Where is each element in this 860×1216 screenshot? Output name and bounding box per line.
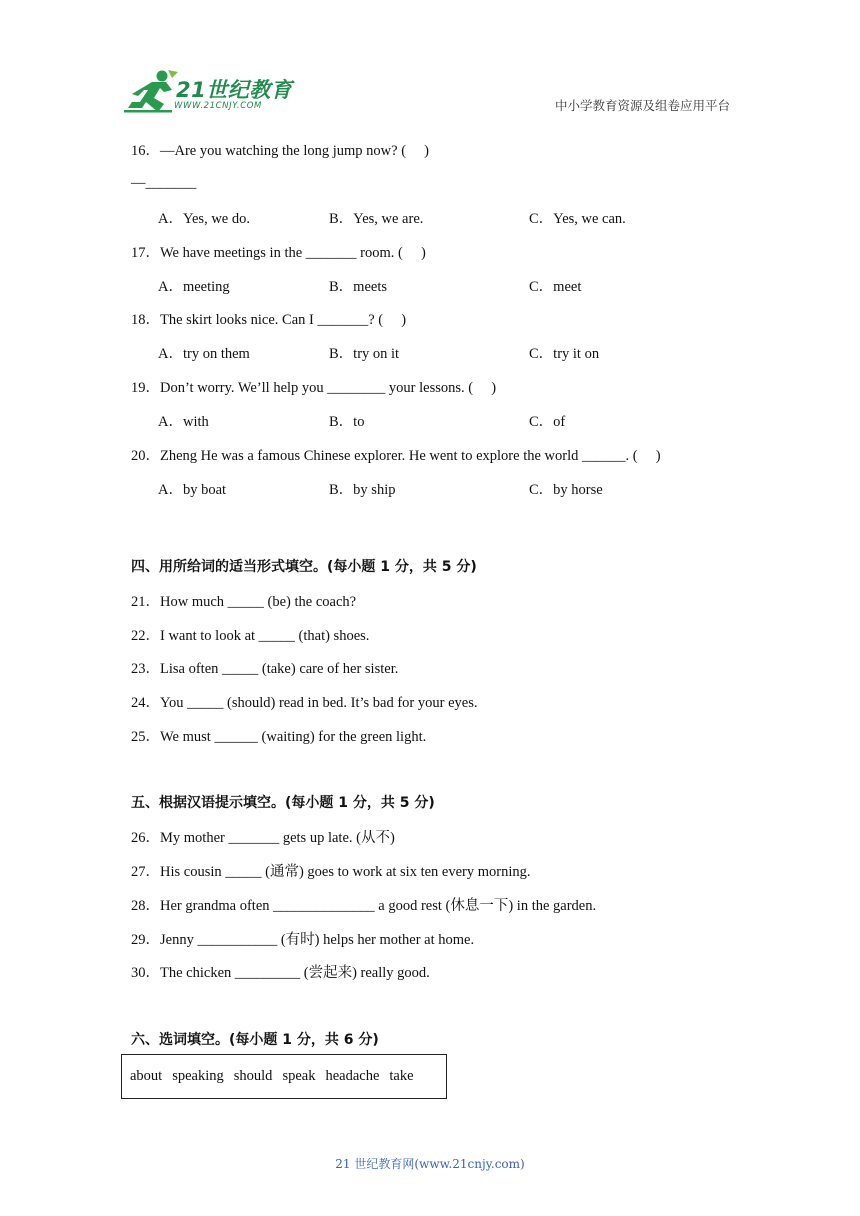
fill-item: 25．We must ______ (waiting) for the green light. — [131, 729, 427, 745]
option-b: B．Yes, we are. — [329, 211, 424, 227]
option-a: A．try on them — [158, 346, 250, 362]
option-b: B．meets — [329, 279, 387, 295]
word-bank-item: take — [389, 1068, 414, 1084]
question-stem: 17．We have meetings in the _______ room. ( ) — [131, 245, 426, 261]
logo-url: WWW.21CNJY.COM — [174, 101, 262, 111]
section-title: 四、用所给词的适当形式填空。(每小题 1 分，共 5 分) — [131, 559, 477, 575]
fill-item: 23．Lisa often _____ (take) care of her sister. — [131, 661, 399, 677]
option-c: C．of — [529, 414, 566, 430]
option-b: B．to — [329, 414, 365, 430]
option-c: C．Yes, we can. — [529, 211, 626, 227]
logo-text: 21世纪教育 — [176, 78, 293, 102]
question-stem: 19．Don’t worry. We’ll help you ________ your lessons. ( ) — [131, 380, 497, 396]
option-a: A．by boat — [158, 482, 227, 498]
section-title: 六、选词填空。(每小题 1 分，共 6 分) — [131, 1032, 379, 1048]
word-bank-item: about — [130, 1068, 163, 1084]
option-a: A．meeting — [158, 279, 230, 295]
platform-title: 中小学教育资源及组卷应用平台 — [554, 98, 730, 113]
question-stem: 18．The skirt looks nice. Can I _______? ( ) — [131, 312, 407, 328]
fill-item: 24．You _____ (should) read in bed. It’s bad for your eyes. — [131, 695, 478, 711]
word-bank-item: speaking — [172, 1068, 224, 1084]
fill-item: 29．Jenny ___________ (有时) helps her mother at home. — [131, 932, 475, 948]
option-a: A．Yes, we do. — [158, 211, 250, 227]
word-bank-item: should — [233, 1068, 273, 1084]
fill-item: 30．The chicken _________ (尝起来) really good. — [131, 965, 430, 981]
fill-item: 21．How much _____ (be) the coach? — [131, 594, 357, 610]
section-title: 五、根据汉语提示填空。(每小题 1 分，共 5 分) — [131, 795, 435, 811]
option-c: C．meet — [529, 279, 582, 295]
footer-link[interactable]: 21 世纪教育网(www.21cnjy.com) — [335, 1157, 525, 1171]
answer-blank: —_______ — [131, 175, 197, 191]
fill-item: 27．His cousin _____ (通常) goes to work at six ten every morning. — [131, 864, 531, 880]
fill-item: 28．Her grandma often ______________ a good rest (休息一下) in the garden. — [131, 898, 597, 914]
question-stem: 20．Zheng He was a famous Chinese explorer. He went to explore the world ______. ( ) — [131, 448, 661, 464]
fill-item: 22．I want to look at _____ (that) shoes. — [131, 628, 370, 644]
fill-item: 26．My mother _______ gets up late. (从不) — [131, 830, 395, 846]
option-b: B．by ship — [329, 482, 396, 498]
option-c: C．try it on — [529, 346, 600, 362]
option-c: C．by horse — [529, 482, 603, 498]
word-bank-item: headache — [325, 1068, 380, 1084]
word-bank-box — [121, 1054, 447, 1099]
option-a: A．with — [158, 414, 209, 430]
word-bank-item: speak — [282, 1068, 316, 1084]
question-stem: 16．—Are you watching the long jump now? ( ) — [131, 143, 430, 159]
option-b: B．try on it — [329, 346, 400, 362]
